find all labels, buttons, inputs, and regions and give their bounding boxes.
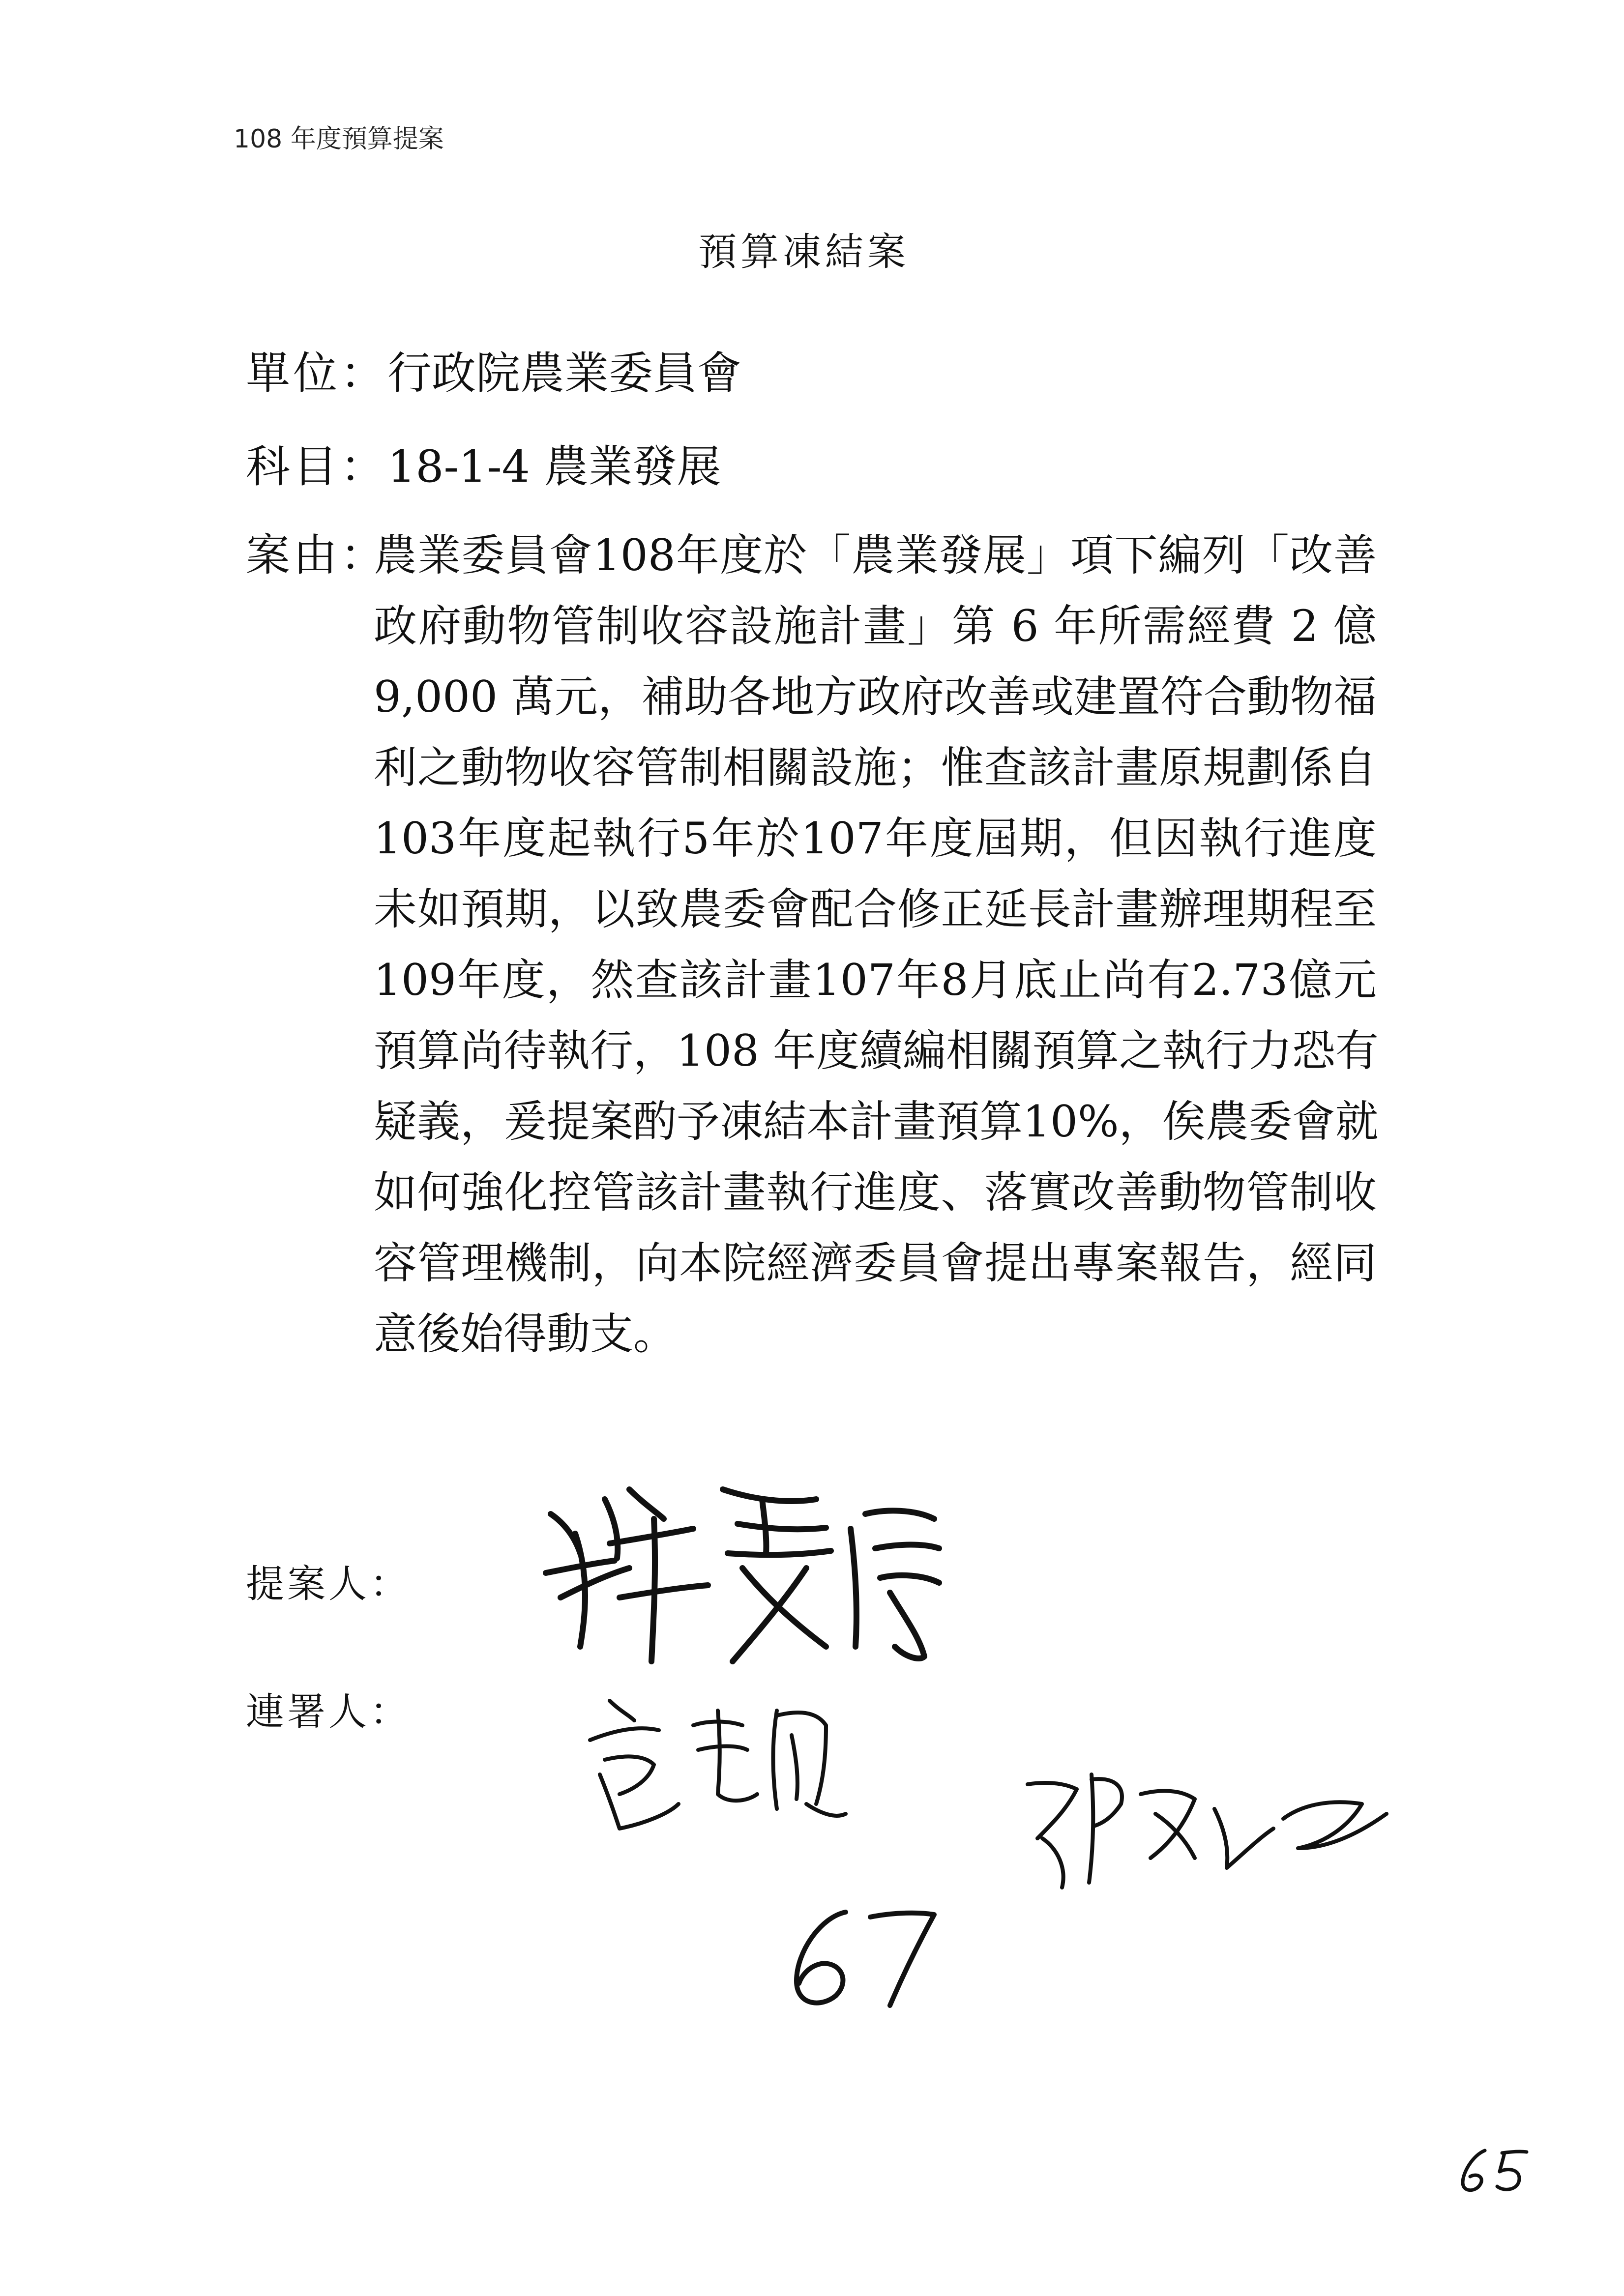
subject-label: 科目： [246,441,387,493]
unit-value: 行政院農業委員會 [387,348,741,399]
header-label: 108 年度預算提案 [234,124,444,154]
unit-field [246,349,741,398]
proposer-signature [531,1470,954,1676]
subject-value: 18-1-4 農業發展 [387,441,721,493]
reason-line: 利之動物收容管制相關設施；惟查該計畫原規劃係自 [374,742,1377,793]
reason-line: 預算尚待執行，108 年度續編相關預算之執行力恐有 [374,1025,1379,1076]
reason-line: 109年度，然查該計畫107年8月底止尚有2.73億元 [374,955,1377,1005]
document-title: 預算凍結案 [698,230,910,274]
reason-line: 如何強化控管該計畫執行進度、落實改善動物管制收 [374,1167,1377,1218]
handwritten-center-number [777,1897,944,2015]
reason-line: 未如預期，以致農委會配合修正延長計畫辦理期程至 [374,884,1377,934]
reason-line: 意後始得動支。 [374,1308,677,1359]
cosigner-signature-1 [580,1681,856,1838]
reason-line: 政府動物管制收容設施計畫」第 6 年所需經費 2 億 [374,601,1377,651]
proposer-label: 提案人： [246,1562,412,1606]
cosigner-label: 連署人： [246,1690,412,1734]
handwritten-corner-number [1455,2143,1534,2197]
reason-line: 9,000 萬元，補助各地方政府改善或建置符合動物福 [374,671,1377,722]
subject-field [246,442,721,492]
reason-line: 容管理機制，向本院經濟委員會提出專案報告，經同 [374,1238,1377,1288]
unit-label: 單位： [246,348,387,399]
reason-line: 103年度起執行5年於107年度屆期，但因執行進度 [374,813,1377,864]
cosigner-signature-2 [1008,1755,1401,1902]
reason-body [374,531,1377,1380]
reason-line: 農業委員會108年度於「農業發展」項下編列「改善 [374,530,1377,581]
reason-line: 疑義，爰提案酌予凍結本計畫預算10%，俟農委會就 [374,1096,1379,1147]
reason-label: 案由： [246,529,387,581]
